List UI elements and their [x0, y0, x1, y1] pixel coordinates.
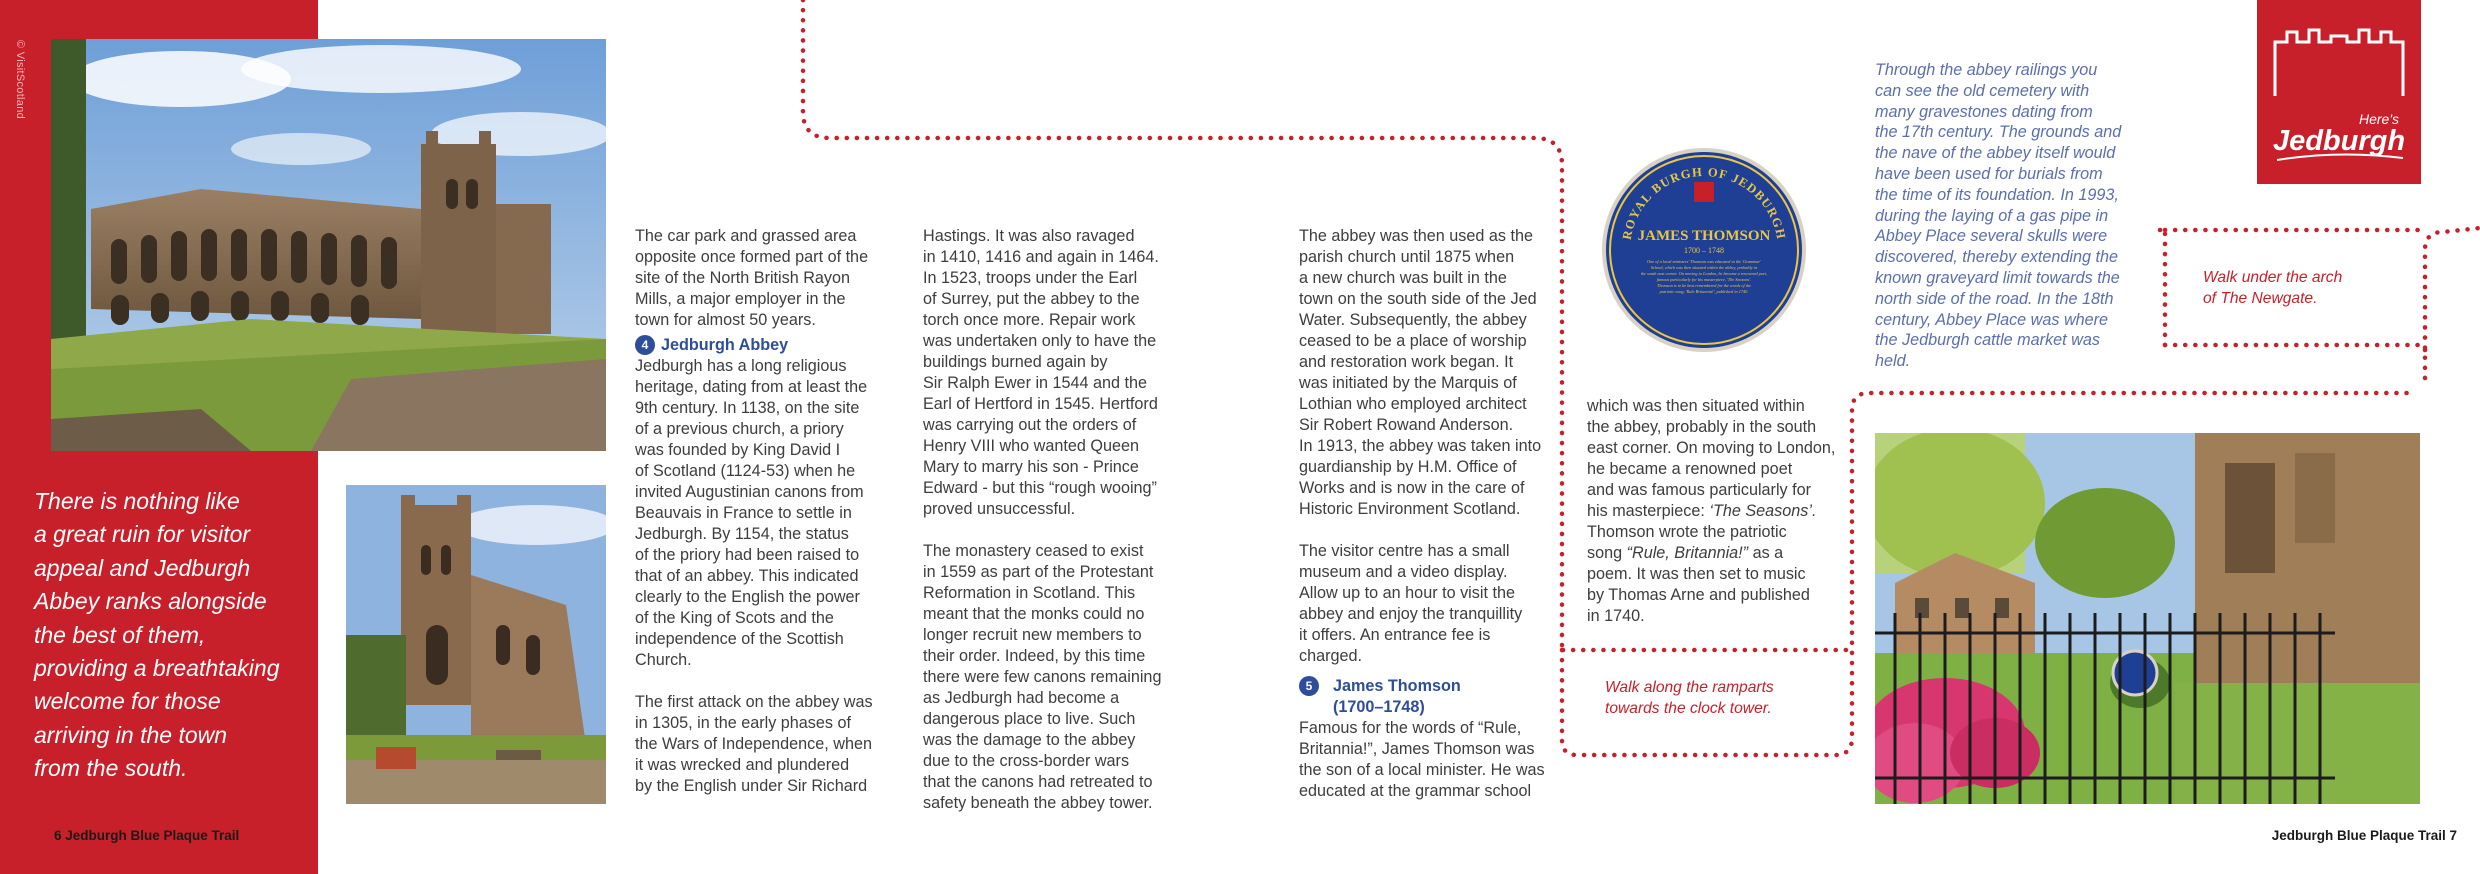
body-line: Earl of Hertford in 1545. Hertford — [923, 395, 1158, 413]
plaque-body-line: the south east corner. On moving to London, he became a renowned poet, — [1640, 271, 1768, 276]
song-title: “Rule, Britannia!” — [1626, 544, 1749, 562]
sidebar-line: the nave of the abbey itself would — [1875, 144, 2116, 163]
body-line: Jedburgh has a long religious — [635, 357, 847, 375]
body-line: the son of a local minister. He was — [1299, 761, 1545, 779]
body-line: there were few canons remaining — [923, 668, 1162, 686]
body-line: east corner. On moving to London, — [1587, 439, 1836, 457]
body-line: museum and a video display. — [1299, 563, 1508, 581]
body-line: Mary to marry his son - Prince — [923, 458, 1139, 476]
sidebar-line: Abbey Place several skulls were — [1875, 227, 2108, 246]
body-line: The monastery ceased to exist — [923, 542, 1144, 560]
body-line: parish church until 1875 when — [1299, 248, 1515, 266]
body-line: meant that the monks could no — [923, 605, 1145, 623]
body-line: it was wrecked and plundered — [635, 756, 850, 774]
body-line: and restoration work began. It — [1299, 353, 1514, 371]
plaque-body-line: Thomson is to be best remembered for the words of the — [1656, 283, 1752, 288]
body-line: of Scotland (1124-53) when he — [635, 462, 856, 480]
body-line: Allow up to an hour to visit the — [1299, 584, 1515, 602]
body-line: proved unsuccessful. — [923, 500, 1076, 518]
heading-text: James Thomson — [1333, 677, 1461, 695]
sidebar-line: Through the abbey railings you — [1875, 61, 2098, 79]
body-line: was undertaken only to have the — [923, 332, 1157, 350]
plaque-body-line: famous particularly for his masterpiece, 'The Seasons'. — [1656, 277, 1752, 282]
body-line: was carrying out the orders of — [923, 416, 1137, 434]
body-line: abbey and enjoy the tranquillity — [1299, 605, 1523, 623]
stop-number-badge: 5 — [1299, 676, 1319, 696]
body-line: of Surrey, put the abbey to the — [923, 290, 1140, 308]
body-line: was the damage to the abbey — [923, 731, 1136, 749]
quote-line: a great ruin for visitor — [34, 521, 251, 548]
body-line: opposite once formed part of the — [635, 248, 869, 266]
sidebar-note — [1875, 60, 2121, 372]
body-line: In 1913, the abbey was taken into — [1299, 437, 1542, 455]
section-heading-jedburgh-abbey — [635, 335, 873, 356]
body-line: Water. Subsequently, the abbey — [1299, 311, 1527, 329]
body-line: Famous for the words of “Rule, — [1299, 719, 1522, 737]
body-line: of a previous church, a priory — [635, 420, 844, 438]
body-line: independence of the Scottish — [635, 630, 844, 648]
body-line: torch once more. Repair work — [923, 311, 1136, 329]
body-line: buildings burned again by — [923, 353, 1108, 371]
body-line: The visitor centre has a small — [1299, 542, 1510, 560]
body-line: Britannia!”, James Thomson was — [1299, 740, 1535, 758]
sidebar-line: can see the old cemetery with — [1875, 81, 2090, 100]
body-line: Edward - but this “rough wooing” — [923, 479, 1157, 497]
body-line: was initiated by the Marquis of — [1299, 374, 1517, 392]
body-line: 9th century. In 1138, on the site — [635, 399, 860, 417]
quote-line: the best of them, — [34, 621, 206, 648]
body-line: due to the cross-border wars — [923, 752, 1130, 770]
body-line: Reformation in Scotland. This — [923, 584, 1136, 602]
body-line: Historic Environment Scotland. — [1299, 500, 1521, 518]
plaque-dates: 1700 – 1748 — [1684, 246, 1724, 255]
body-line: safety beneath the abbey tower. — [923, 794, 1153, 812]
body-line: Sir Ralph Ewer in 1544 and the — [923, 374, 1148, 392]
text-column-1 — [635, 226, 873, 797]
plaque-body-line: One of a local ministers' Thomson was educated in the 'Grammar' — [1647, 259, 1761, 264]
body-line: Church. — [635, 651, 692, 669]
sidebar-line: discovered, thereby extending the — [1875, 248, 2118, 267]
body-line: site of the North British Rayon — [635, 269, 851, 287]
blue-plaque-james-thomson — [1600, 146, 1808, 354]
body-line: in 1559 as part of the Protestant — [923, 563, 1154, 581]
body-line: Thomson wrote the patriotic — [1587, 523, 1787, 541]
tip-line: towards the clock tower. — [1605, 700, 1772, 717]
body-line: town on the south side of the Jed — [1299, 290, 1537, 308]
body-line: In 1523, troops under the Earl — [923, 269, 1138, 287]
body-line: which was then situated within — [1587, 397, 1805, 415]
text-span: song — [1587, 544, 1627, 562]
body-line: guardianship by H.M. Office of — [1299, 458, 1517, 476]
body-line: Works and is now in the care of — [1299, 479, 1525, 497]
body-line: Mills, a major employer in the — [635, 290, 846, 308]
quote-line: There is nothing like — [34, 488, 240, 514]
sidebar-line: the Jedburgh cattle market was — [1875, 331, 2100, 350]
tip-ramparts — [1605, 677, 1774, 719]
body-line: it offers. An entrance fee is — [1299, 626, 1491, 644]
body-line: that the canons had retreated to — [923, 773, 1153, 791]
body-line: Lothian who employed architect — [1299, 395, 1527, 413]
footer-right-page-number: Jedburgh Blue Plaque Trail 7 — [2271, 828, 2457, 843]
body-line: of the priory had been raised to — [635, 546, 860, 564]
heading-dates: (1700–1748) — [1333, 698, 1425, 716]
quote-line: appeal and Jedburgh — [34, 554, 251, 581]
quote-line: providing a breathtaking — [34, 655, 280, 682]
body-line: heritage, dating from at least the — [635, 378, 868, 396]
body-line — [1587, 501, 1835, 522]
body-line: The car park and grassed area — [635, 227, 857, 245]
tip-line: Walk along the ramparts — [1605, 679, 1774, 696]
body-line: their order. Indeed, by this time — [923, 647, 1146, 665]
body-line: was founded by King David I — [635, 441, 841, 459]
tip-line: of The Newgate. — [2203, 290, 2318, 307]
body-line: by Thomas Arne and published — [1587, 586, 1810, 604]
sidebar-line: the 17th century. The grounds and — [1875, 123, 2122, 142]
photo-credit: © VisitScotland — [14, 40, 26, 120]
body-line: town for almost 50 years. — [635, 311, 816, 329]
text-column-2 — [923, 226, 1161, 814]
body-line: the Wars of Independence, when — [635, 735, 872, 753]
body-line: and was famous particularly for — [1587, 481, 1812, 499]
sidebar-line: the time of its foundation. In 1993, — [1875, 185, 2119, 204]
body-line: Sir Robert Rowand Anderson. — [1299, 416, 1514, 434]
tip-newgate — [2203, 267, 2342, 309]
heres-jedburgh-logo — [2257, 0, 2421, 184]
abbey-railings-photo — [1875, 433, 2420, 804]
plaque-name: JAMES THOMSON — [1637, 228, 1771, 244]
logo-big-text: Jedburgh — [2272, 125, 2406, 157]
sidebar-line: during the laying of a gas pipe in — [1875, 206, 2109, 225]
body-line: educated at the grammar school — [1299, 782, 1532, 800]
body-line: as Jedburgh had become a — [923, 689, 1120, 707]
stop-number-badge: 4 — [635, 335, 655, 355]
body-line: in 1740. — [1587, 607, 1645, 625]
body-line: the abbey, probably in the south — [1587, 418, 1817, 436]
quote-line: from the south. — [34, 755, 188, 782]
body-line: of the King of Scots and the — [635, 609, 834, 627]
plaque-body-line: patriotic song, 'Rule Britannia!', published in 1740. — [1659, 289, 1749, 294]
plaque-body-line: School, which was then situated within the abbey, probably in — [1650, 265, 1758, 270]
plaque-ring-text: ROYAL BURGH OF JEDBURGH — [1619, 164, 1789, 241]
sidebar-line: many gravestones dating from — [1875, 102, 2093, 121]
quote-line: arriving in the town — [34, 721, 228, 748]
tip-line: Walk under the arch — [2203, 269, 2343, 286]
body-line: Hastings. It was also ravaged — [923, 227, 1135, 245]
sidebar-line: have been used for burials from — [1875, 164, 2103, 183]
text-span: as a — [1748, 544, 1784, 562]
body-line: poem. It was then set to music — [1587, 565, 1806, 583]
body-line: Jedburgh. By 1154, the status — [635, 525, 849, 543]
body-line: a new church was built in the — [1299, 269, 1507, 287]
quote-line: Abbey ranks alongside — [34, 588, 267, 615]
sidebar-line: century, Abbey Place was where — [1875, 310, 2109, 329]
body-line: Henry VIII who wanted Queen — [923, 437, 1139, 455]
body-line: The first attack on the abbey was — [635, 693, 873, 711]
sidebar-line: north side of the road. In the 18th — [1875, 289, 2114, 308]
body-line: ceased to be a place of worship — [1299, 332, 1527, 350]
sidebar-line: held. — [1875, 352, 1911, 371]
body-line: Beauvais in France to settle in — [635, 504, 852, 522]
logo-small-text: Here's — [2358, 111, 2399, 127]
text-span: his masterpiece: — [1587, 502, 1710, 520]
body-line: charged. — [1299, 647, 1362, 665]
body-line: longer recruit new members to — [923, 626, 1142, 644]
body-line: clearly to the English the power — [635, 588, 860, 606]
section-heading-james-thomson — [1299, 676, 1545, 697]
body-line — [1587, 543, 1835, 564]
text-column-3 — [1299, 226, 1545, 802]
body-line: in 1305, in the early phases of — [635, 714, 851, 732]
heading-text: Jedburgh Abbey — [661, 336, 789, 354]
quote-line: welcome for those — [34, 688, 221, 715]
text-column-4 — [1587, 396, 1835, 627]
footer-left-page-number: 6 Jedburgh Blue Plaque Trail — [54, 828, 240, 843]
body-line: that of an abbey. This indicated — [635, 567, 859, 585]
body-line: dangerous place to live. Such — [923, 710, 1136, 728]
body-line: The abbey was then used as the — [1299, 227, 1533, 245]
work-title: ‘The Seasons’. — [1709, 502, 1817, 520]
body-line: invited Augustinian canons from — [635, 483, 864, 501]
sidebar-line: known graveyard limit towards the — [1875, 268, 2120, 287]
body-line: by the English under Sir Richard — [635, 777, 868, 795]
body-line: he became a renowned poet — [1587, 460, 1793, 478]
body-line: in 1410, 1416 and again in 1464. — [923, 248, 1159, 266]
